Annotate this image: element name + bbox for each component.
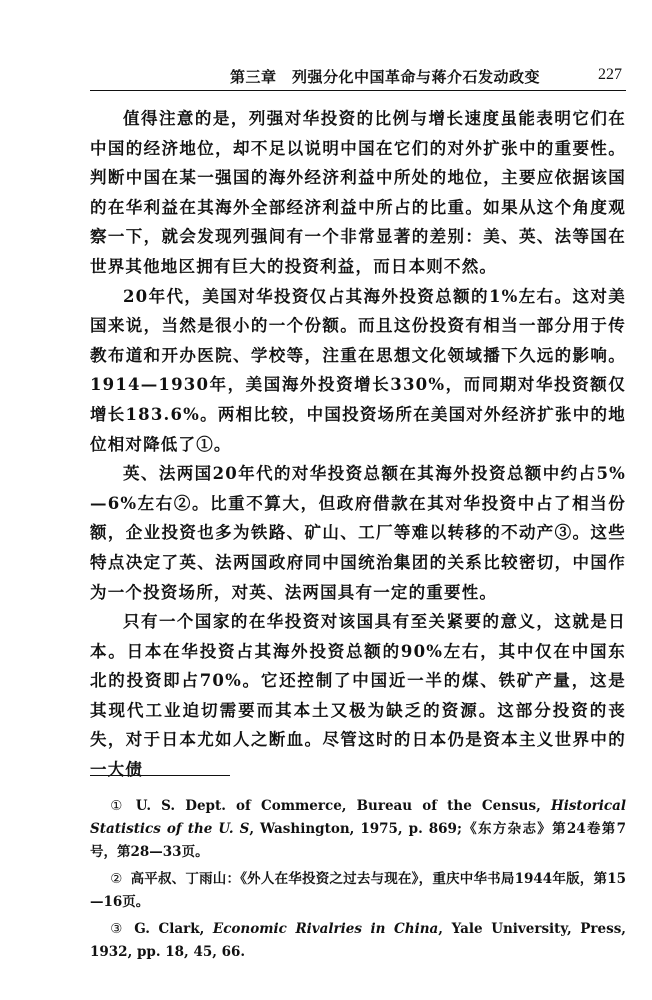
footnote-mark: ① — [110, 798, 128, 814]
running-header — [90, 62, 626, 91]
footnote-1 — [90, 795, 626, 864]
paragraph-3: 英、法两国20年代的对华投资总额在其海外投资总额中约占5%—6%左右②。比重不算大，但政府借款在其对华投资中占了相当份额，企业投资也多为铁路、矿山、工厂等难以转移的不动产③。这些特点决定了英、法两国政府同中国统治集团的关系比较密切，中国作为一个投资场所，对英、法两国具有一定的重要性。 — [90, 464, 626, 602]
footnote-3 — [90, 918, 626, 964]
footnote-text: G. Clark, — [134, 921, 213, 937]
main-text — [90, 104, 626, 785]
footnote-mark: ③ — [110, 921, 127, 937]
footnote-text: 高平叔、丁雨山：《外人在华投资之过去与现在》，重庆中华书局1944年版，第15—16页。 — [90, 871, 626, 910]
footnote-text: U. S. Dept. of Commerce, Bureau of the Census, — [135, 798, 551, 814]
footnotes — [90, 795, 626, 968]
page-number: 227 — [598, 66, 622, 83]
footnote-divider — [90, 775, 230, 776]
footnote-italic-title: Historical Statistics of the U. S — [90, 798, 626, 837]
chapter-title: 第三章 列强分化中国革命与蒋介石发动政变 — [230, 68, 541, 86]
footnote-italic-title: Economic Rivalries in China — [212, 921, 439, 937]
footnote-text: , Washington, 1975, p. 869;《东方杂志》第24卷第7号，第28—33页。 — [90, 821, 626, 860]
footnote-text: , Yale University, Press, 1932, pp. 18, 45, 66. — [90, 921, 626, 960]
paragraph-4: 只有一个国家的在华投资对该国具有至关紧要的意义，这就是日本。日本在华投资占其海外投资总额的90%左右，其中仅在中国东北的投资即占70%。它还控制了中国近一半的煤、铁矿产量，这是其现代工业迫切需要而其本土又极为缺乏的资源。这部分投资的丧失，对于日本尤如人之断血。尽管这时的日本仍是资本主义世界中的一大债 — [90, 612, 626, 780]
paragraph-1: 值得注意的是，列强对华投资的比例与增长速度虽能表明它们在中国的经济地位，却不足以说明中国在它们的对外扩张中的重要性。判断中国在某一强国的海外经济利益中所处的地位，主要应依据该国的在华利益在其海外全部经济利益中所占的比重。如果从这个角度观察一下，就会发现列强间有一个非常显著的差别：美、英、法等国在世界其他地区拥有巨大的投资利益，而日本则不然。 — [90, 109, 626, 276]
paragraph-2: 20年代，美国对华投资仅占其海外投资总额的1%左右。这对美国来说，当然是很小的一个份额。而且这份投资有相当一部分用于传教布道和开办医院、学校等，注重在思想文化领域播下久远的影响。1914—1930年，美国海外投资增长330%，而同期对华投资额仅增长183.6%。两相比较，中国投资场所在美国对外经济扩张中的地位相对降低了①。 — [90, 286, 626, 454]
footnote-mark: ② — [110, 871, 123, 887]
footnote-2 — [90, 868, 626, 914]
